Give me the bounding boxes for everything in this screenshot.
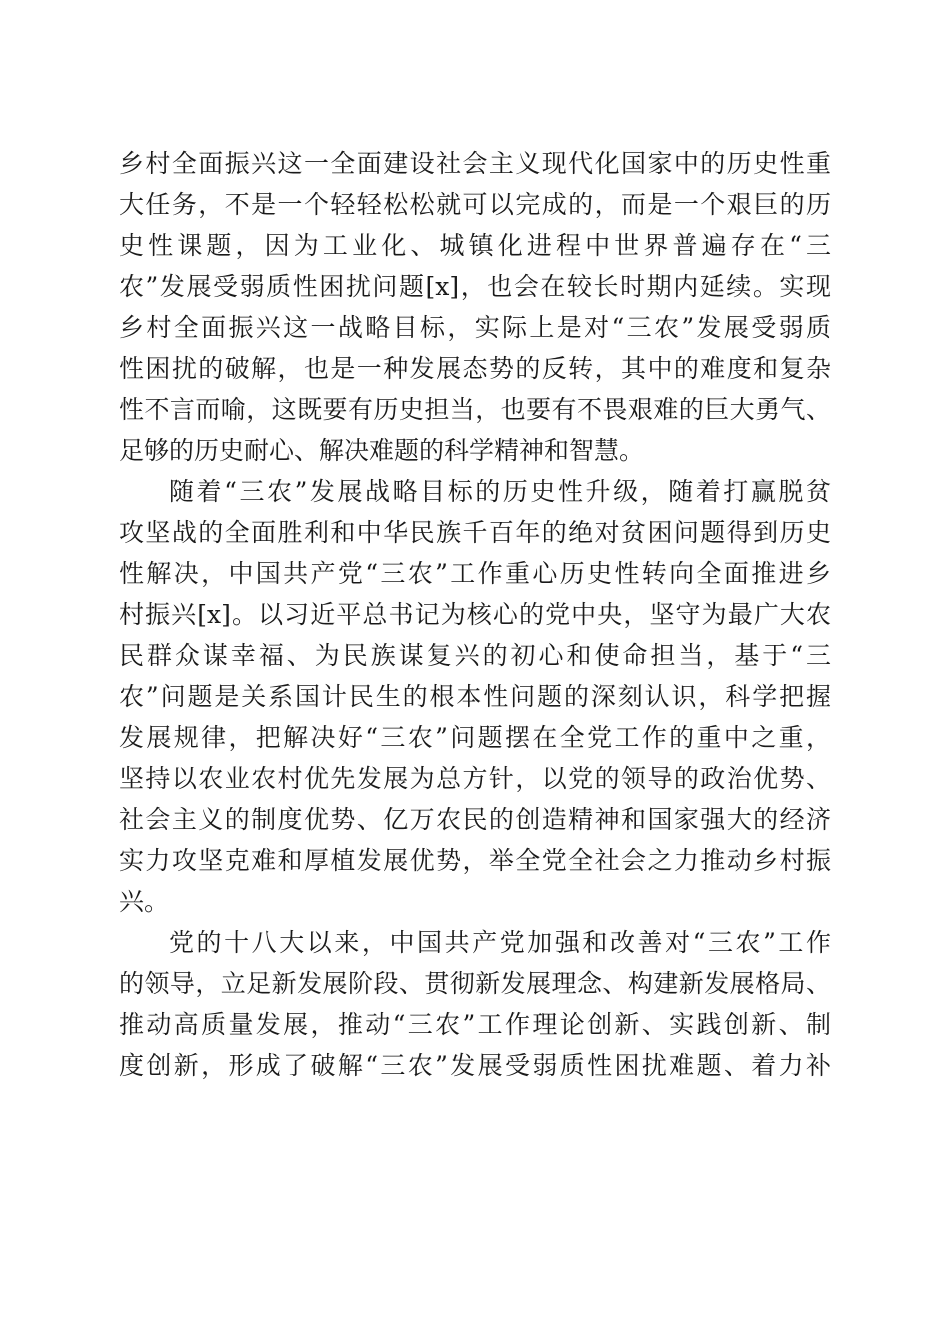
text-line: 实力攻坚克难和厚植发展优势，举全党全社会之力推动乡村振 (119, 846, 831, 875)
text-line: 民群众谋幸福、为民族谋复兴的初心和使命担当，基于“三 (119, 641, 831, 670)
paragraph-2 (119, 471, 831, 922)
text-line: 兴。 (119, 887, 170, 916)
text-line: 史性课题，因为工业化、城镇化进程中世界普遍存在“三 (119, 231, 831, 260)
text-line: 大任务，不是一个轻轻松松就可以完成的，而是一个艰巨的历 (119, 190, 831, 219)
text-line: 性困扰的破解，也是一种发展态势的反转，其中的难度和复杂 (119, 354, 831, 383)
text-line: 乡村全面振兴这一战略目标，实际上是对“三农”发展受弱质 (119, 313, 831, 342)
text-line: 发展规律，把解决好“三农”问题摆在全党工作的重中之重， (119, 723, 831, 752)
text-line: 社会主义的制度优势、亿万农民的创造精神和国家强大的经济 (119, 805, 831, 834)
text-line: 农”问题是关系国计民生的根本性问题的深刻认识，科学把握 (119, 682, 831, 711)
text-line: 坚持以农业农村优先发展为总方针，以党的领导的政治优势、 (119, 764, 831, 793)
text-line: 推动高质量发展，推动“三农”工作理论创新、实践创新、制 (119, 1010, 831, 1039)
text-line: 村振兴[x]。以习近平总书记为核心的党中央，坚守为最广大农 (119, 600, 831, 629)
paragraph-1 (119, 143, 831, 471)
text-line: 乡村全面振兴这一全面建设社会主义现代化国家中的历史性重 (119, 149, 831, 178)
text-line: 党的十八大以来，中国共产党加强和改善对“三农”工作 (169, 928, 831, 957)
text-line: 性不言而喻，这既要有历史担当，也要有不畏艰难的巨大勇气、 (119, 395, 831, 424)
paragraph-3 (119, 922, 831, 1086)
text-line: 足够的历史耐心、解决难题的科学精神和智慧。 (119, 436, 645, 465)
body-text (119, 143, 831, 1086)
text-line: 性解决，中国共产党“三农”工作重心历史性转向全面推进乡 (119, 559, 831, 588)
text-line: 的领导，立足新发展阶段、贯彻新发展理念、构建新发展格局、 (119, 969, 831, 998)
text-line: 度创新，形成了破解“三农”发展受弱质性困扰难题、着力补 (119, 1051, 831, 1080)
text-line: 农”发展受弱质性困扰问题[x]，也会在较长时期内延续。实现 (119, 272, 831, 301)
text-line: 随着“三农”发展战略目标的历史性升级，随着打赢脱贫 (169, 477, 831, 506)
text-line: 攻坚战的全面胜利和中华民族千百年的绝对贫困问题得到历史 (119, 518, 831, 547)
